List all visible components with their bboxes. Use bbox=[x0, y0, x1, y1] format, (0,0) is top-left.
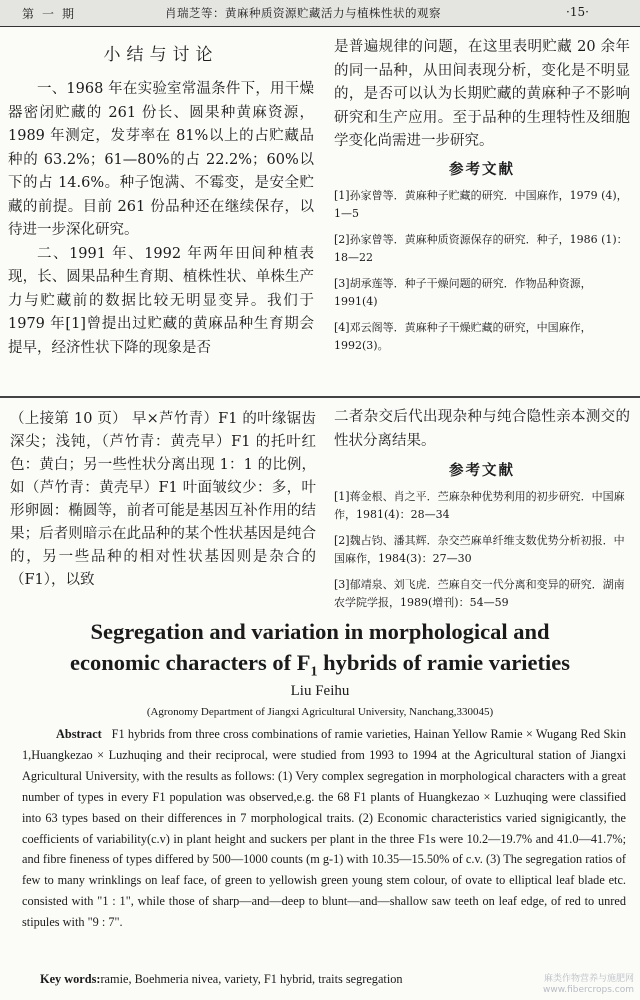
references-heading: 参考文献 bbox=[449, 160, 515, 178]
continued-paragraph-right: 二者杂交后代出现杂种与纯合隐性亲本测交的性状分离结果。 bbox=[334, 409, 630, 449]
page-number: ·15· bbox=[566, 5, 589, 19]
english-abstract bbox=[22, 724, 626, 933]
summary-column-left bbox=[8, 40, 314, 360]
english-author: Liu Feihu bbox=[290, 683, 350, 699]
summary-paragraph-2: 二、1991 年、1992 年两年田间种植表现，长、圆果品种生育期、植株性状、单株生产力与贮藏前的数据比较无明显变异。我们于 1979 年[1]曾提出过贮藏的黄麻品种生育期会提早，经济性状下降的现象是否 bbox=[8, 245, 314, 356]
section-divider bbox=[0, 396, 640, 398]
reference-item: [1]孙家曾等．黄麻种子贮藏的研究．中国麻作，1979 (4)，1—5 bbox=[334, 188, 628, 220]
reference-item: [2]孙家曾等．黄麻种质资源保存的研究．种子，1986 (1)：18—22 bbox=[334, 232, 628, 264]
keywords-label: Key words: bbox=[40, 972, 101, 986]
reference-item: [4]邓云阁等．黄麻种子干燥贮藏的研究，中国麻作，1992(3)。 bbox=[334, 320, 592, 352]
english-title bbox=[40, 616, 600, 688]
continued-column-right bbox=[334, 406, 630, 620]
keywords-text: ramie, Boehmeria nivea, variety, F1 hybrid, traits segregation bbox=[100, 972, 403, 986]
summary-paragraph-3: 是普遍规律的问题，在这里表明贮藏 20 余年的同一品种，从田间表现分析，变化是不明显的，是否可以认为长期贮藏的黄麻种子不影响研究和生产应用。至于品种的生理特性及细胞学变化尚需进一步研究。 bbox=[334, 39, 630, 149]
reference-list bbox=[334, 187, 630, 355]
english-affiliation: (Agronomy Department of Jiangxi Agricultural University, Nanchang,330045) bbox=[146, 706, 494, 718]
section-heading: 小结与讨论 bbox=[103, 45, 219, 65]
reference-item: [2]魏占钧、潘其辉．杂交苎麻单纤维支数优势分析初报．中国麻作，1984(3)：27—30 bbox=[334, 534, 625, 565]
english-keywords bbox=[40, 972, 620, 987]
reference-item: [3]郁靖泉、刘飞虎．苎麻自交一代分离和变异的研究．湖南农学院学报，1989(增刊)：54—59 bbox=[334, 578, 625, 609]
references-heading-2: 参考文献 bbox=[449, 462, 515, 479]
continued-column-left bbox=[10, 408, 316, 592]
running-title: 肖瑞芝等：黄麻种质资源贮藏活力与植株性状的观察 bbox=[165, 6, 441, 20]
reference-item: [3]胡承莲等．种子干燥问题的研究．作物品种资源，1991(4) bbox=[334, 276, 592, 308]
running-header bbox=[0, 0, 640, 27]
english-title-line-1: Segregation and variation in morphological and bbox=[90, 619, 550, 644]
reference-list-2 bbox=[334, 488, 630, 612]
summary-column-right bbox=[334, 36, 630, 363]
summary-paragraph-1: 一、1968 年在实验室常温条件下，用干燥器密闭贮藏的 261 份长、圆果种黄麻资源，1989 年测定，发芽率在 81%以上的占贮藏品种的 63.2%；61—80%的占 22.2%；60%以下的占 14.6%。种子饱满、不霉变，是安全贮藏的前提。目前 261 份品种还在继续保存，以待进一步深化研究。 bbox=[8, 81, 314, 238]
english-title-line-2: economic characters of $F_1$ hybrids of ramie varieties bbox=[70, 650, 570, 680]
continued-paragraph: （上接第 10 页） 早×芦竹青）F1 的叶缘锯齿深尖；浅钝，（芦竹青：黄壳早）F1 的托叶红色：黄白；另一些性状分离出现 1：1 的比例，如（芦竹青：黄壳早）F1 叶面皱纹少：多，叶形卵圆：椭圆等，前者可能是基因互补作用的结果；后者则暗示在此品种的某个性状基因是纯合的，另一些品种的相对性状基因则是杂合的（F1），以致 bbox=[10, 411, 316, 588]
site-watermark: 麻类作物营养与施肥网 www.fibercrops.com bbox=[543, 974, 634, 995]
reference-item: [1]蒋金根、肖之平．苎麻杂种优势利用的初步研究．中国麻作，1981(4)：28—34 bbox=[334, 490, 625, 521]
abstract-label: Abstract bbox=[56, 727, 102, 741]
issue-label: 第一期 bbox=[22, 7, 83, 21]
abstract-text: F1 hybrids from three cross combinations of ramie varieties, Hainan Yellow Ramie × Wugang Red Skin 1,Huangkezao × Luzhuqing and their reciprocal, were studied from 1993 to 1994 at the Agricultural station of Jiangxi Agricultural University, with the results as follows: (1) Very complex segregation in morphological characters with a great number of types in every F1 population was observed,e.g. the 68 F1 plants of Huangkezao × Luzhuqing were classified into 63 types based on their differences in 7 morphological traits. (2) Economic characteristics varied signigicantly, the coefficients of variability(c.v) in plant height and suckers per plant in the three F1s were 10.2—19.7% and 41.0—41.7%; and fibre fineness of types differed by 500—1000 counts (m g-1) with 10.35—15.50% of c.v. (3) The segregation ratios of few to many wrinklings on leaf face, of green to yellowish green young stem colour, of ovate to elliptical leaf blade etc. consisted with "1 : 1", while those of sharp—and—deep to blunt—and—shallow saw teeth on leaf edge, of red to unred stipules with "9 : 7". bbox=[22, 727, 626, 930]
